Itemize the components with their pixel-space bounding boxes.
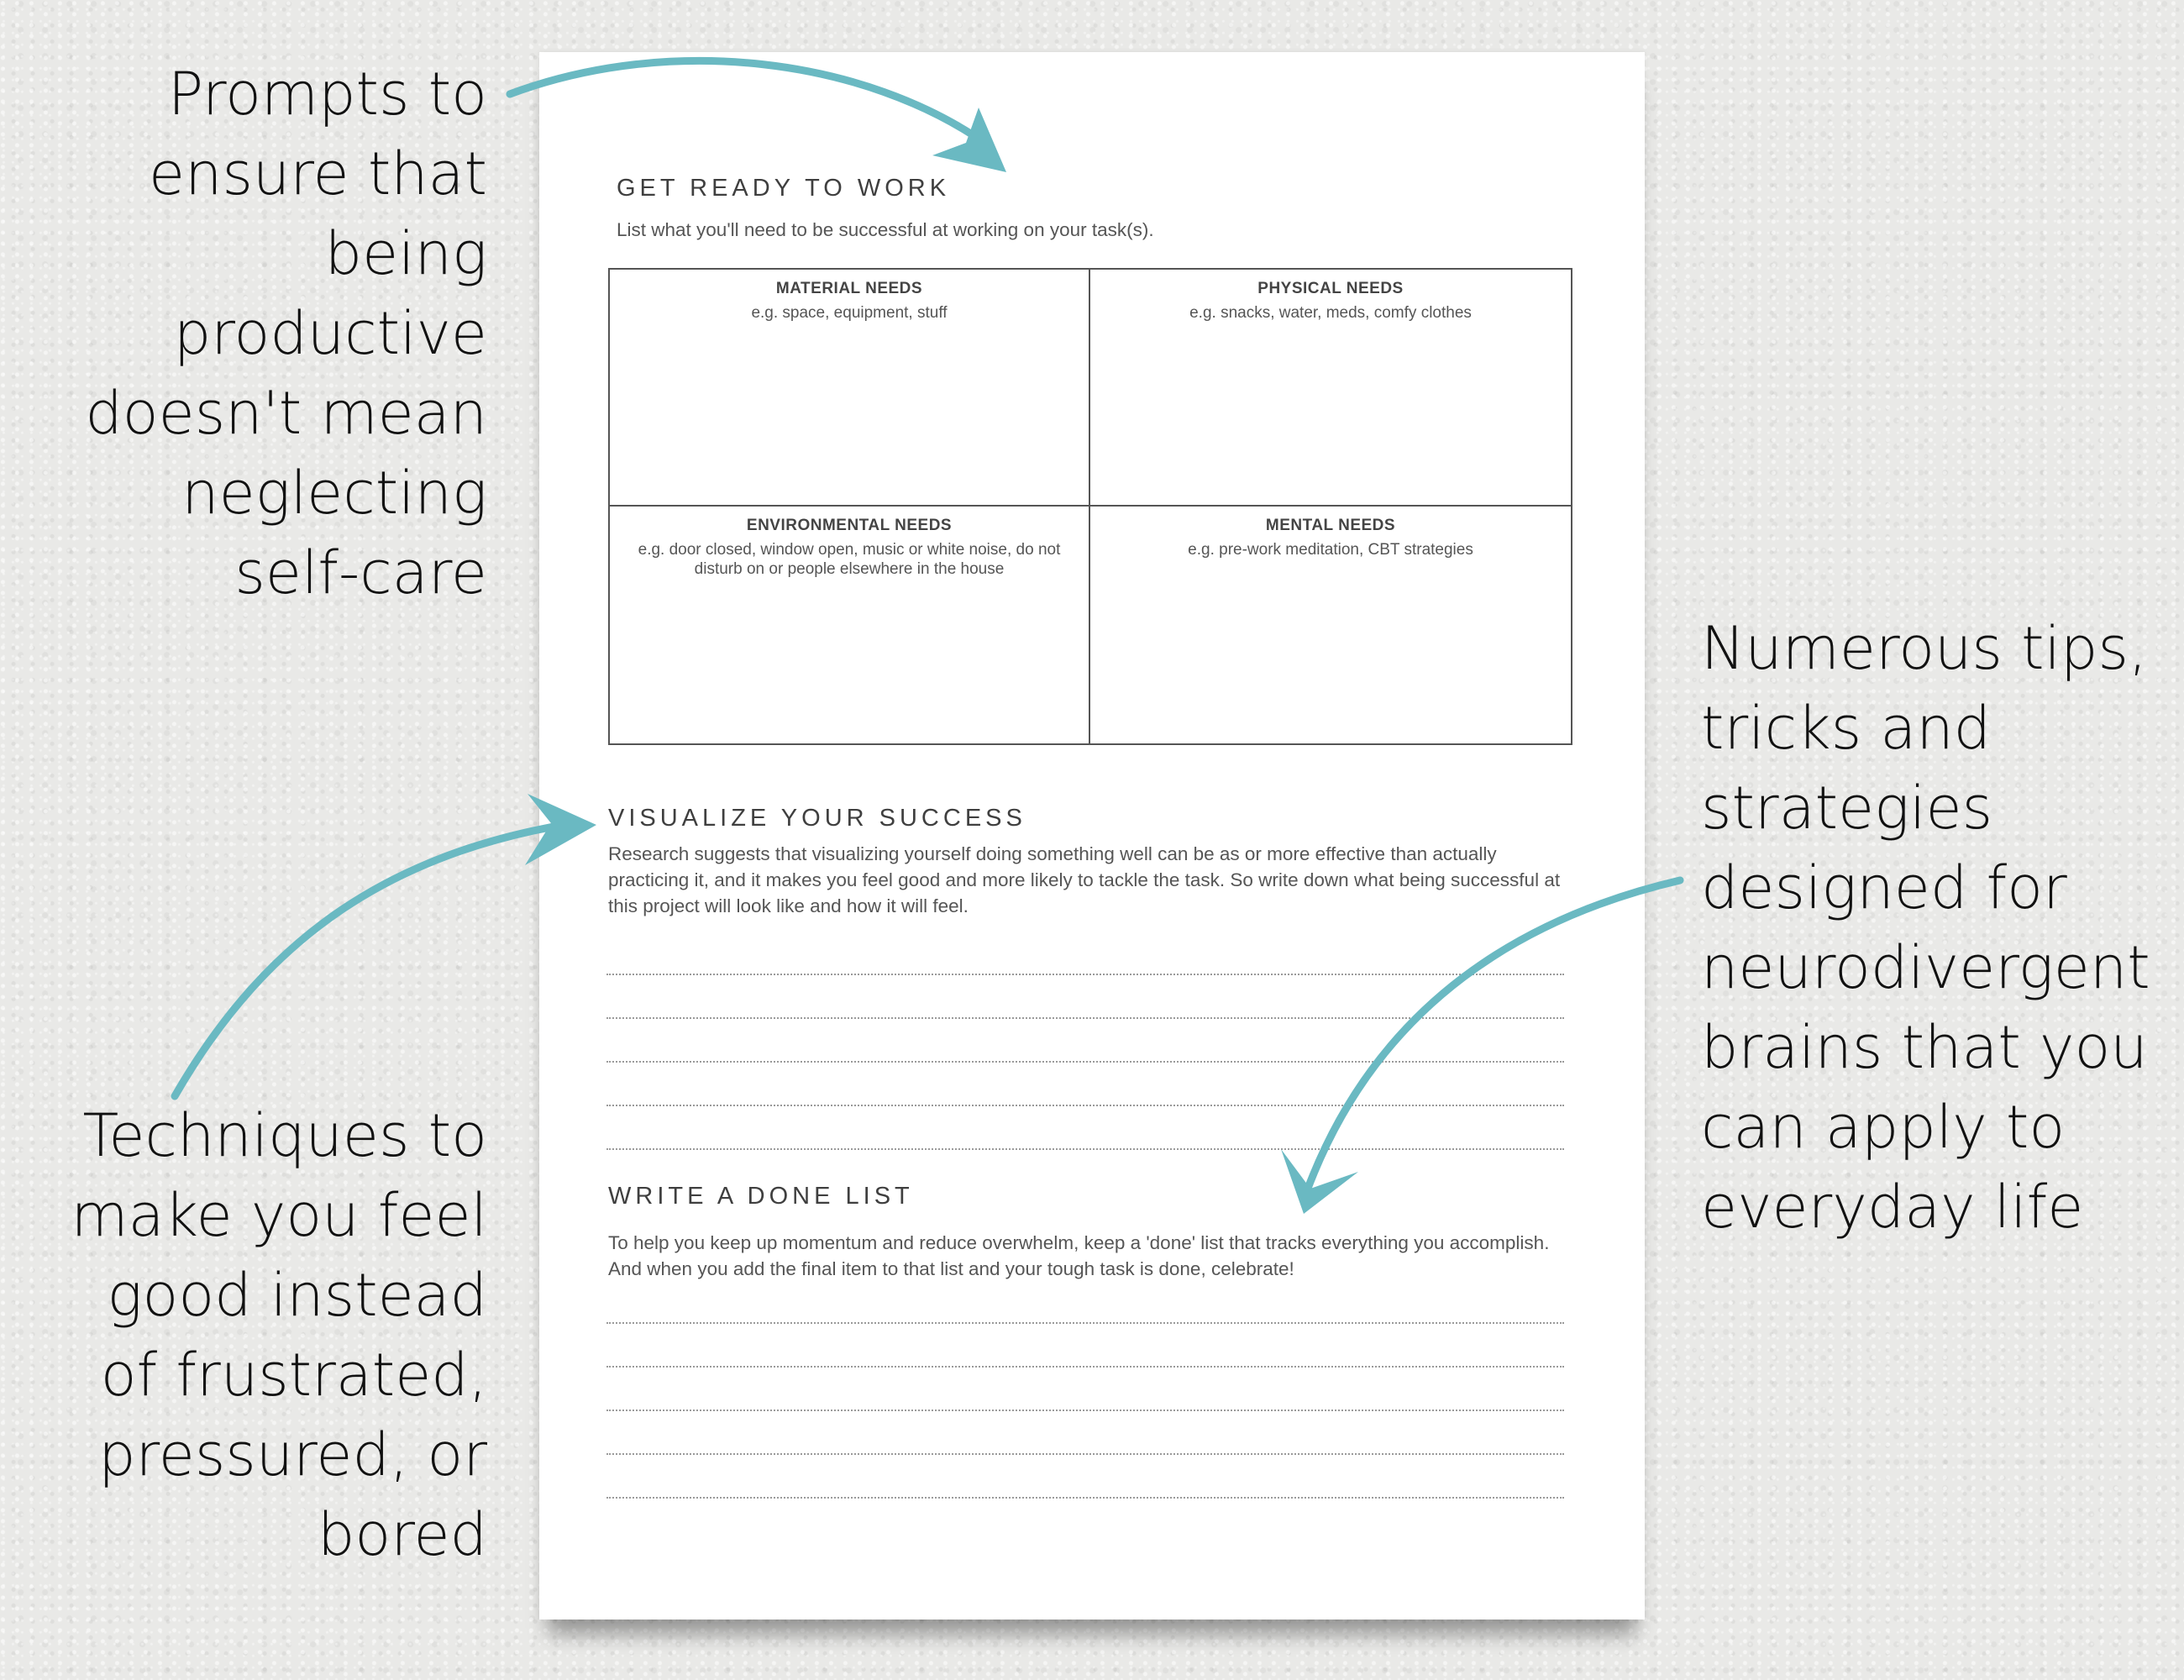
- callout-tips-tricks: Numerous tips, tricks and strategies designed for neurodivergent brains that you can apply to everyday life: [1701, 614, 2150, 1242]
- visualize-description: Research suggests that visualizing yourself doing something well can be as or more effective than actually practicing it, and it makes you feel good and more likely to tackle the task. So write down what being successful at this project will look like and how it will feel.: [608, 843, 1561, 916]
- needs-cell-title: PHYSICAL NEEDS: [1257, 280, 1404, 297]
- get-ready-title: GET READY TO WORK: [617, 175, 951, 202]
- needs-cell-title: MATERIAL NEEDS: [775, 280, 923, 297]
- callout-feel-good: Techniques to make you feel good instead of frustrated, pressured, or bored: [71, 1101, 487, 1569]
- visualize-title: VISUALIZE YOUR SUCCESS: [608, 805, 1026, 832]
- needs-cell-example: e.g. snacks, water, meds, comfy clothes: [1189, 304, 1472, 322]
- needs-cell-title: MENTAL NEEDS: [1265, 517, 1396, 534]
- arrow-top-icon: [510, 60, 987, 144]
- callout-self-care: Prompts to ensure that being productive doesn't mean neglecting self-care: [85, 60, 487, 607]
- needs-cell-example: e.g. pre-work meditation, CBT strategies: [1188, 541, 1473, 559]
- done-list-title: WRITE A DONE LIST: [608, 1183, 914, 1210]
- arrow-left-icon: [175, 823, 573, 1096]
- get-ready-description: List what you'll need to be successful at working on your task(s).: [617, 219, 1154, 240]
- needs-cell-example: e.g. space, equipment, stuff: [751, 304, 948, 322]
- needs-cell-example: e.g. door closed, window open, music or white noise, do not disturb on or people elsewhere in the house: [638, 541, 1061, 578]
- needs-cell-title: ENVIRONMENTAL NEEDS: [746, 517, 953, 534]
- arrow-right-icon: [1306, 880, 1680, 1193]
- done-list-description: To help you keep up momentum and reduce overwhelm, keep a 'done' list that tracks everything you accomplish. And when you add the final item to that list and your tough task is done, celebrate!: [608, 1232, 1550, 1279]
